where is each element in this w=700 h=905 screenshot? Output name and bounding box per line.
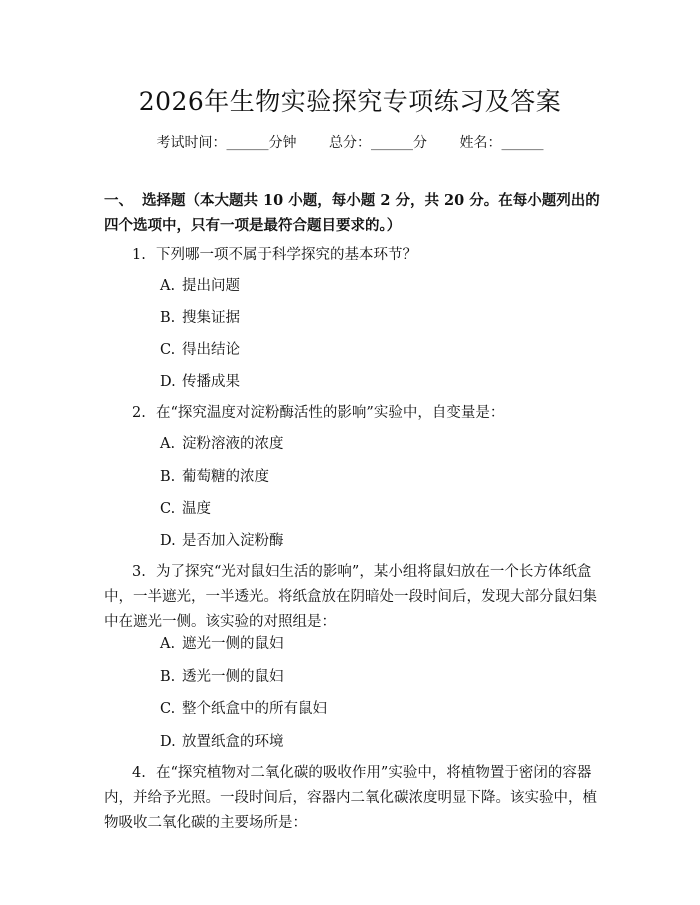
option-text: 提出问题 (182, 278, 240, 294)
question-1 (104, 243, 604, 268)
option-1a (160, 275, 240, 297)
option-text: 淀粉溶液的浓度 (182, 436, 284, 452)
question-text: 为了探究“光对鼠妇生活的影响”，某小组将鼠妇放在一个长方体纸盒中，一半遮光，一半透光。将纸盒放在阴暗处一段时间后，发现大部分鼠妇集中在遮光一侧。该实验的对照组是： (104, 564, 597, 630)
option-letter: C. (160, 501, 176, 517)
option-2b (160, 466, 269, 488)
option-text: 温度 (182, 501, 211, 517)
question-number: 2. (132, 405, 146, 421)
option-text: 葡萄糖的浓度 (182, 469, 269, 485)
option-letter: A. (160, 278, 176, 294)
option-letter: A. (160, 436, 176, 452)
option-text: 透光一侧的鼠妇 (182, 669, 284, 685)
option-text: 得出结论 (182, 342, 240, 358)
option-letter: D. (160, 374, 176, 390)
name-field: 姓名：______ (459, 135, 544, 151)
section-number: 一、 (104, 192, 133, 209)
question-number: 1. (132, 247, 146, 263)
option-letter: B. (160, 669, 176, 685)
option-letter: D. (160, 734, 176, 750)
option-2d (160, 530, 284, 552)
option-text: 传播成果 (182, 374, 240, 390)
exam-time-field: 考试时间：______分钟 (156, 135, 297, 151)
question-text: 下列哪一项不属于科学探究的基本环节？ (156, 247, 417, 263)
option-3d (160, 731, 284, 753)
option-letter: A. (160, 636, 176, 652)
option-3a (160, 633, 284, 655)
question-text: 在“探究植物对二氧化碳的吸收作用”实验中，将植物置于密闭的容器内，并给予光照。一段时间后，容器内二氧化碳浓度明显下降。该实验中，植物吸收二氧化碳的主要场所是： (104, 765, 597, 831)
question-2 (104, 401, 604, 426)
option-3c (160, 698, 327, 720)
option-text: 搜集证据 (182, 310, 240, 326)
option-2c (160, 498, 211, 520)
option-text: 整个纸盒中的所有鼠妇 (182, 701, 327, 717)
question-3 (104, 560, 604, 635)
question-text: 在“探究温度对淀粉酶活性的影响”实验中，自变量是： (156, 405, 505, 421)
option-text: 放置纸盒的环境 (182, 734, 284, 750)
option-letter: B. (160, 469, 176, 485)
total-score-field: 总分：______分 (329, 135, 427, 151)
question-4 (104, 761, 604, 836)
section-heading (104, 188, 604, 238)
option-letter: C. (160, 342, 176, 358)
option-text: 遮光一侧的鼠妇 (182, 636, 284, 652)
page-title: 2026年生物实验探究专项练习及答案 (138, 87, 562, 116)
option-1b (160, 307, 240, 329)
option-1c (160, 339, 240, 361)
option-2a (160, 433, 284, 455)
exam-meta (0, 132, 700, 152)
question-number: 4. (132, 765, 146, 781)
option-1d (160, 371, 240, 393)
option-letter: B. (160, 310, 176, 326)
option-text: 是否加入淀粉酶 (182, 533, 284, 549)
option-letter: C. (160, 701, 176, 717)
question-number: 3. (132, 564, 146, 580)
section-text: 选择题（本大题共 10 小题，每小题 2 分，共 20 分。在每小题列出的四个选项中，只有一项是最符合题目要求的。） (104, 192, 600, 234)
option-3b (160, 666, 284, 688)
option-letter: D. (160, 533, 176, 549)
